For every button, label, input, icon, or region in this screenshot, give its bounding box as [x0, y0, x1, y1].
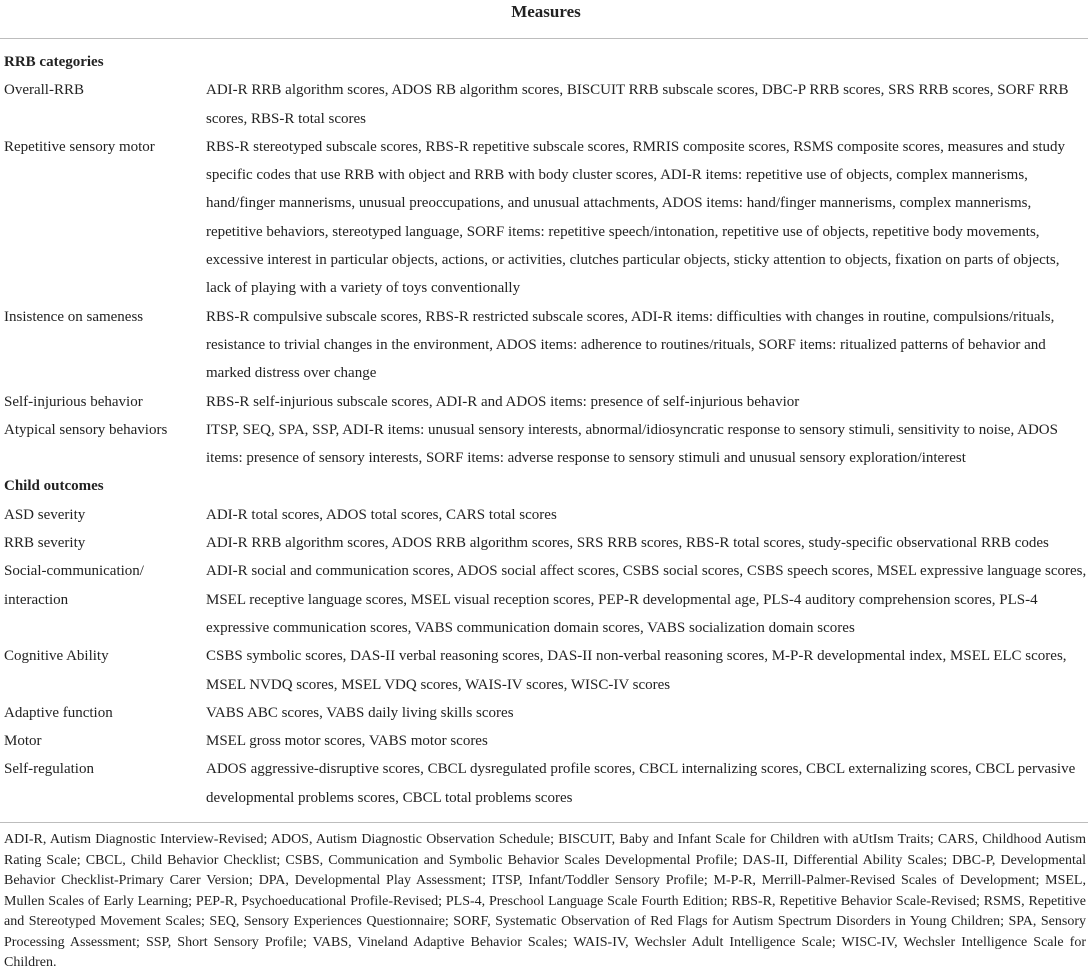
category-label: Cognitive Ability — [4, 648, 109, 665]
measures-cell: VABS ABC scores, VABS daily living skills scores — [206, 704, 514, 721]
measures-cell: ADI-R RRB algorithm scores, ADOS RB algorithm scores, BISCUIT RRB subscale scores, DBC-P RRB scores, SRS RRB scores, SORF RRB scores, RBS-R total scores — [206, 82, 1069, 127]
category-label: Self-regulation — [4, 761, 94, 778]
measures-table — [4, 48, 1088, 812]
category-label: RRB severity — [4, 535, 86, 552]
measures-cell: RBS-R stereotyped subscale scores, RBS-R repetitive subscale scores, RMRIS composite scores, RSMS composite scores, measures and study specific codes that use RRB with object and RRB with body cluster scores, ADI-R items: repetitive use of objects, complex mannerisms, hand/finger mannerisms, unusual preoccupations, and unusual attachments, ADOS items: hand/finger mannerisms, complex mannerisms, repetitive behaviors, stereotyped language, SORF items: repetitive speech/intonation, repetitive use of objects, repetitive body movements, excessive interest in particular objects, actions, or activities, clutches particular objects, sticky attention to objects, fixation on parts of objects, lack of playing with a variety of toys conventionally — [206, 138, 1066, 297]
table-row — [4, 501, 1088, 529]
table-row — [4, 303, 1088, 388]
measures-cell: CSBS symbolic scores, DAS-II verbal reasoning scores, DAS-II non-verbal reasoning scores, M-P-R developmental index, MSEL ELC scores, MSEL NVDQ scores, MSEL VDQ scores, WAIS-IV scores, WISC-IV scores — [206, 648, 1067, 693]
section-header-row — [4, 472, 1088, 500]
table-row — [4, 133, 1088, 303]
section-header-label: RRB categories — [4, 54, 104, 70]
category-label: Insistence on sameness — [4, 308, 144, 325]
table-title: Measures — [511, 2, 581, 21]
table-row — [4, 642, 1088, 699]
measures-cell: ADI-R RRB algorithm scores, ADOS RRB algorithm scores, SRS RRB scores, RBS-R total scores, study-specific observational RRB codes — [206, 535, 1049, 552]
table-row — [4, 699, 1088, 727]
table-row — [4, 388, 1088, 416]
category-label: Motor — [4, 733, 42, 750]
measures-cell: ITSP, SEQ, SPA, SSP, ADI-R items: unusual sensory interests, abnormal/idiosyncratic response to sensory stimuli, sensitivity to noise, ADOS items: presence of sensory interests, SORF items: adverse response to sensory stimuli and unusual sensory exploration/interest — [206, 421, 1058, 467]
measures-cell: ADI-R social and communication scores, ADOS social affect scores, CSBS social scores, CSBS speech scores, MSEL expressive language scores, MSEL receptive language scores, MSEL visual reception scores, PEP-R developmental age, PLS-4 auditory comprehension scores, PLS-4 expressive communication scores, VABS communication domain scores, VABS socialization domain scores — [206, 563, 1087, 636]
measures-cell: ADOS aggressive-disruptive scores, CBCL dysregulated profile scores, CBCL internalizing scores, CBCL externalizing scores, CBCL pervasive developmental problems scores, CBCL total problems scores — [206, 761, 1076, 806]
category-label: Self-injurious behavior — [4, 393, 143, 410]
table-row — [4, 529, 1088, 557]
table-row — [4, 755, 1088, 812]
measures-cell: ADI-R total scores, ADOS total scores, CARS total scores — [206, 506, 557, 523]
table-row — [4, 727, 1088, 755]
table-row — [4, 557, 1088, 642]
measures-cell: RBS-R self-injurious subscale scores, ADI-R and ADOS items: presence of self-injurious behavior — [206, 393, 800, 410]
footer-divider — [0, 822, 1088, 823]
measures-cell: MSEL gross motor scores, VABS motor scores — [206, 733, 488, 750]
measures-cell: RBS-R compulsive subscale scores, RBS-R restricted subscale scores, ADI-R items: difficulties with changes in routine, compulsions/rituals, resistance to trivial changes in the environment, ADOS items: adherence to routines/rituals, SORF items: ritualized patterns of behavior and marked distress over change — [206, 308, 1055, 382]
section-header-row — [4, 48, 1088, 76]
table-row — [4, 76, 1088, 133]
category-label: ASD severity — [4, 506, 86, 523]
table-footnote: ADI-R, Autism Diagnostic Interview-Revised; ADOS, Autism Diagnostic Observation Schedule; BISCUIT, Baby and Infant Scale for Children with aUtIsm Traits; CARS, Childhood Autism Rating Scale; CBCL, Child Behavior Checklist; CSBS, Communication and Symbolic Behavior Scales Developmental Profile; DAS-II, Differential Ability Scales; DBC-P, Developmental Behavior Checklist-Primary Carer Version; DPA, Developmental Play Assessment; ITSP, Infant/Toddler Sensory Profile; M-P-R, Merrill-Palmer-Revised Scales of Development; MSEL, Mullen Scales of Early Learning; PEP-R, Psychoeducational Profile-Revised; PLS-4, Preschool Language Scale Fourth Edition; RBS-R, Repetitive Behavior Scale-Revised; RSMS, Repetitive and Stereotyped Movement Scales; SEQ, Sensory Experiences Questionnaire; SORF, Systematic Observation of Red Flags for Autism Spectrum Disorders in Young Children; SPA, Sensory Processing Assessment; SSP, Short Sensory Profile; VABS, Vineland Adaptive Behavior Scales; WAIS-IV, Wechsler Adult Intelligence Scale; WISC-IV, Wechsler Intelligence Scale for Children. — [4, 832, 1086, 970]
category-label: Repetitive sensory motor — [4, 138, 155, 155]
category-label: Social-communication/ interaction — [4, 563, 144, 608]
section-header-label: Child outcomes — [4, 478, 104, 495]
header-divider — [0, 38, 1088, 39]
table-row — [4, 416, 1088, 473]
category-label: Atypical sensory behaviors — [4, 421, 168, 438]
table-body — [4, 48, 1088, 812]
category-label: Adaptive function — [4, 704, 113, 721]
category-label: Overall-RRB — [4, 82, 84, 99]
